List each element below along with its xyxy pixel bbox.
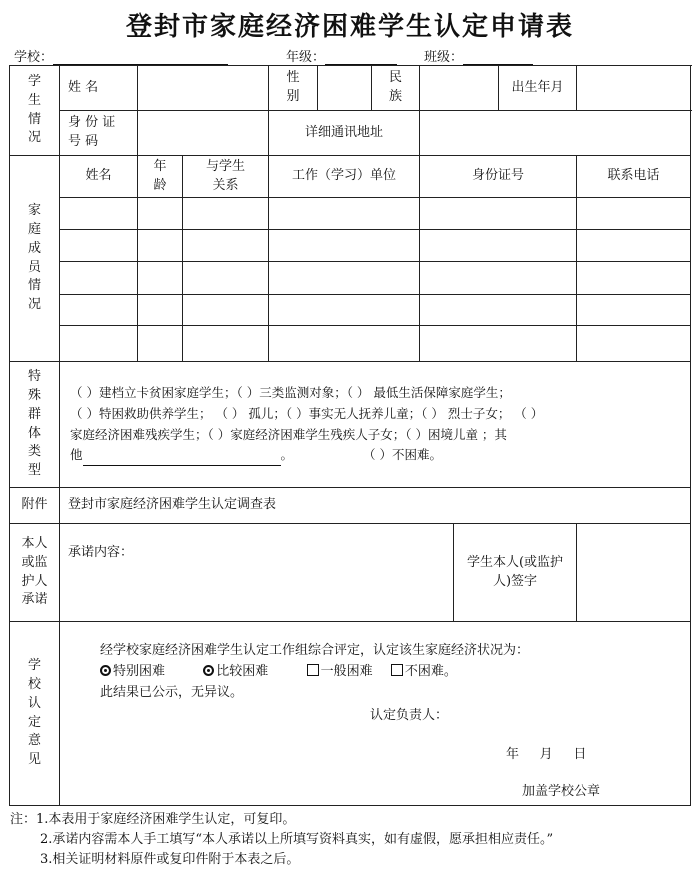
note-1: 注：1.本表用于家庭经济困难学生认定，可复印。 bbox=[10, 812, 296, 827]
option-not-difficult[interactable]: 不困难。 bbox=[391, 664, 457, 679]
gender-label: 性别 bbox=[269, 66, 318, 111]
school-field bbox=[14, 46, 228, 65]
class-field bbox=[424, 46, 533, 65]
date-line: 年 月 日 bbox=[506, 747, 587, 762]
school-label: 学校： bbox=[14, 50, 54, 65]
application-form-table bbox=[9, 65, 691, 806]
responsible-person-label: 认定负责人： bbox=[370, 708, 449, 723]
school-input-line[interactable] bbox=[53, 50, 228, 65]
family-col-age: 年龄 bbox=[138, 156, 183, 198]
family-col-phone: 联系电话 bbox=[577, 156, 691, 198]
special-line-1[interactable]: （ ）建档立卡贫困家庭学生；（ ）三类监测对象；（ ） 最低生活保障家庭学生； bbox=[70, 385, 511, 401]
pledge-sign-label: 学生本人(或监护人)签字 bbox=[454, 524, 577, 622]
special-group-options bbox=[60, 362, 691, 488]
checkbox-empty-icon bbox=[391, 664, 403, 676]
publicity-text: 此结果已公示，无异议。 bbox=[100, 685, 244, 700]
radio-checked-icon bbox=[100, 665, 111, 676]
family-row bbox=[10, 262, 691, 295]
special-section-label: 特殊群体类型 bbox=[10, 362, 60, 488]
family-row bbox=[10, 198, 691, 230]
id-number-label bbox=[60, 111, 138, 156]
note-3: 3.相关证明材料原件或复印件附于本表之后。 bbox=[40, 852, 300, 867]
grade-input-line[interactable] bbox=[325, 50, 397, 65]
birth-input[interactable] bbox=[577, 66, 691, 111]
opinion-options bbox=[100, 663, 457, 682]
grade-field bbox=[286, 46, 397, 65]
family-row bbox=[10, 295, 691, 326]
family-section-label: 家庭成员情况 bbox=[10, 156, 60, 362]
attachment-content: 登封市家庭经济困难学生认定调查表 bbox=[60, 488, 691, 524]
family-col-relation: 与学生关系 bbox=[183, 156, 269, 198]
family-col-name: 姓名 bbox=[60, 156, 138, 198]
form-title: 登封市家庭经济困难学生认定申请表 bbox=[125, 12, 574, 42]
name-label: 姓 名 bbox=[60, 66, 138, 111]
school-stamp-label: 加盖学校公章 bbox=[522, 784, 601, 799]
grade-label: 年级： bbox=[286, 50, 326, 65]
id-number-label-line1: 身 份 证 bbox=[68, 115, 116, 131]
option-generally-difficult[interactable]: 一般困难 bbox=[307, 664, 373, 679]
notes bbox=[10, 810, 553, 870]
birth-label: 出生年月 bbox=[499, 66, 577, 111]
attachment-label: 附件 bbox=[10, 488, 60, 524]
student-section-label: 学生情况 bbox=[10, 66, 60, 156]
special-line-4: 他 。 （ ）不困难。 bbox=[70, 445, 680, 466]
special-line-2[interactable]: （ ）特困救助供养学生； （ ） 孤儿；（ ）事实无人抚养儿童；（ ） 烈士子女； （ ） bbox=[70, 405, 544, 421]
not-difficult-option[interactable]: （ ）不困难。 bbox=[363, 447, 443, 463]
opinion-text: 经学校家庭经济困难学生认定工作组综合评定，认定该生家庭经济状况为： bbox=[100, 643, 530, 658]
pledge-content-area[interactable] bbox=[60, 524, 454, 622]
school-opinion-label: 学校认定意见 bbox=[10, 622, 60, 806]
name-input[interactable] bbox=[138, 66, 269, 111]
class-input-line[interactable] bbox=[463, 50, 533, 65]
gender-input[interactable] bbox=[318, 66, 372, 111]
id-number-input[interactable] bbox=[138, 111, 269, 156]
school-opinion-content bbox=[60, 622, 691, 806]
pledge-sign-input[interactable] bbox=[577, 524, 691, 622]
family-col-work-unit: 工作（学习）单位 bbox=[269, 156, 420, 198]
option-very-difficult[interactable]: 特别困难 bbox=[100, 664, 165, 679]
family-row bbox=[10, 230, 691, 262]
other-input-line[interactable] bbox=[83, 452, 281, 466]
family-row bbox=[10, 326, 691, 362]
address-label: 详细通讯地址 bbox=[269, 111, 420, 156]
id-number-label-line2: 号 码 bbox=[68, 134, 99, 149]
family-col-id-number: 身份证号 bbox=[420, 156, 577, 198]
ethnicity-input[interactable] bbox=[420, 66, 499, 111]
class-label: 班级： bbox=[424, 50, 464, 65]
pledge-content-label: 承诺内容： bbox=[68, 545, 134, 560]
note-2: 2.承诺内容需本人手工填写“本人承诺以上所填写资料真实，如有虚假，愿承担相应责任。” bbox=[40, 832, 554, 847]
ethnicity-label: 民族 bbox=[372, 66, 420, 111]
option-relatively-difficult[interactable]: 比较困难 bbox=[203, 664, 268, 679]
address-input[interactable] bbox=[420, 111, 691, 156]
radio-checked-icon bbox=[203, 665, 214, 676]
pledge-label: 本人或监护人承诺 bbox=[10, 524, 60, 622]
special-line-3[interactable]: 家庭经济困难残疾学生；（ ）家庭经济困难学生残疾人子女；（ ）困境儿童 ；其 bbox=[70, 426, 507, 442]
checkbox-empty-icon bbox=[307, 664, 319, 676]
